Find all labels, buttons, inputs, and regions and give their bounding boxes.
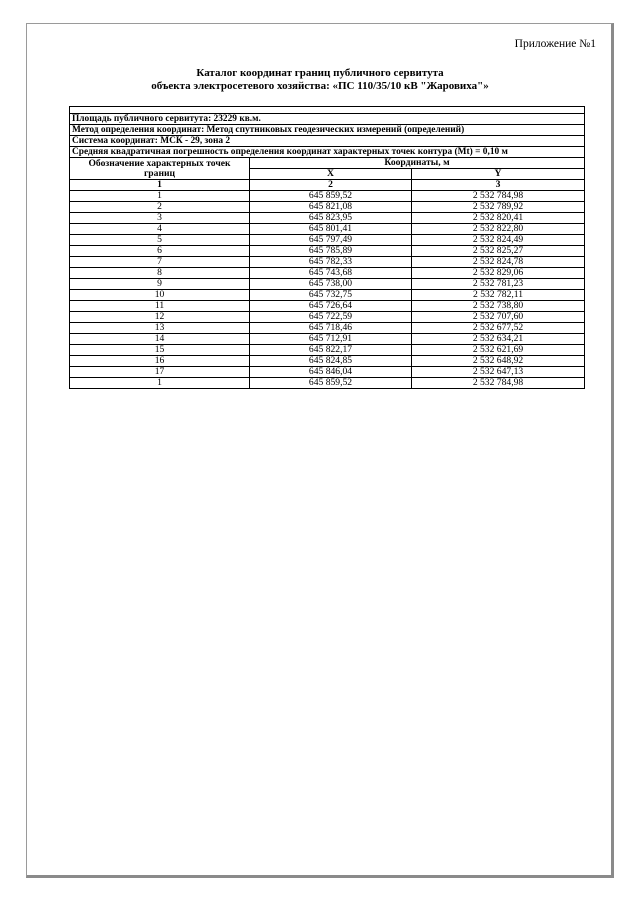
point-number-cell: 17 xyxy=(70,367,250,378)
point-number-cell: 8 xyxy=(70,268,250,279)
x-coordinate-cell: 645 738,00 xyxy=(250,279,412,290)
document-title-line2: объекта электросетевого хозяйства: «ПС 110/35/10 кВ "Жаровиха"» xyxy=(151,80,489,92)
table-row xyxy=(70,323,585,334)
point-number-cell: 13 xyxy=(70,323,250,334)
point-number-cell: 14 xyxy=(70,334,250,345)
table-row xyxy=(70,191,585,202)
column-number-2: 2 xyxy=(250,180,412,191)
x-coordinate-cell: 645 718,46 xyxy=(250,323,412,334)
column-number-row xyxy=(70,180,585,191)
column-number-1: 1 xyxy=(70,180,250,191)
y-coordinate-cell: 2 532 829,06 xyxy=(412,268,585,279)
table-row xyxy=(70,345,585,356)
y-coordinate-cell: 2 532 824,78 xyxy=(412,257,585,268)
meta-error-row xyxy=(70,147,585,158)
x-coordinate-cell: 645 846,04 xyxy=(250,367,412,378)
y-coordinate-cell: 2 532 784,98 xyxy=(412,191,585,202)
x-coordinate-cell: 645 823,95 xyxy=(250,213,412,224)
y-coordinate-cell: 2 532 822,80 xyxy=(412,224,585,235)
x-coordinate-cell: 645 726,64 xyxy=(250,301,412,312)
table-row xyxy=(70,378,585,389)
table-row xyxy=(70,367,585,378)
point-number-cell: 7 xyxy=(70,257,250,268)
point-number-cell: 10 xyxy=(70,290,250,301)
x-coordinate-cell: 645 824,85 xyxy=(250,356,412,367)
table-row xyxy=(70,257,585,268)
point-number-cell: 16 xyxy=(70,356,250,367)
table-row xyxy=(70,224,585,235)
column-number-3: 3 xyxy=(412,180,585,191)
table-spacer-row xyxy=(70,107,585,114)
y-coordinate-cell: 2 532 782,11 xyxy=(412,290,585,301)
y-coordinate-cell: 2 532 621,69 xyxy=(412,345,585,356)
table-row xyxy=(70,312,585,323)
meta-method: Метод определения координат: Метод спутниковых геодезических измерений (определений) xyxy=(70,125,585,136)
point-number-cell: 3 xyxy=(70,213,250,224)
header-y: Y xyxy=(412,169,585,180)
y-coordinate-cell: 2 532 825,27 xyxy=(412,246,585,257)
x-coordinate-cell: 645 785,89 xyxy=(250,246,412,257)
header-coordinates: Координаты, м xyxy=(250,158,585,169)
table-row xyxy=(70,235,585,246)
meta-system-row xyxy=(70,136,585,147)
y-coordinate-cell: 2 532 820,41 xyxy=(412,213,585,224)
y-coordinate-cell: 2 532 789,92 xyxy=(412,202,585,213)
y-coordinate-cell: 2 532 648,92 xyxy=(412,356,585,367)
point-number-cell: 12 xyxy=(70,312,250,323)
table-row xyxy=(70,246,585,257)
y-coordinate-cell: 2 532 647,13 xyxy=(412,367,585,378)
x-coordinate-cell: 645 801,41 xyxy=(250,224,412,235)
table-row xyxy=(70,213,585,224)
y-coordinate-cell: 2 532 784,98 xyxy=(412,378,585,389)
document-title-line1: Каталог координат границ публичного сервитута xyxy=(196,67,444,79)
point-number-cell: 2 xyxy=(70,202,250,213)
x-coordinate-cell: 645 797,49 xyxy=(250,235,412,246)
y-coordinate-cell: 2 532 824,49 xyxy=(412,235,585,246)
point-number-cell: 5 xyxy=(70,235,250,246)
table-row xyxy=(70,301,585,312)
table-row xyxy=(70,268,585,279)
x-coordinate-cell: 645 859,52 xyxy=(250,378,412,389)
y-coordinate-cell: 2 532 707,60 xyxy=(412,312,585,323)
header-point-designation: Обозначение характерных точек границ xyxy=(70,158,250,180)
point-number-cell: 1 xyxy=(70,191,250,202)
point-number-cell: 1 xyxy=(70,378,250,389)
x-coordinate-cell: 645 782,33 xyxy=(250,257,412,268)
table-row xyxy=(70,202,585,213)
x-coordinate-cell: 645 732,75 xyxy=(250,290,412,301)
point-number-cell: 6 xyxy=(70,246,250,257)
x-coordinate-cell: 645 821,08 xyxy=(250,202,412,213)
y-coordinate-cell: 2 532 634,21 xyxy=(412,334,585,345)
point-number-cell: 15 xyxy=(70,345,250,356)
meta-area-row xyxy=(70,114,585,125)
y-coordinate-cell: 2 532 781,23 xyxy=(412,279,585,290)
table-row xyxy=(70,334,585,345)
meta-error: Средняя квадратичная погрешность определения координат характерных точек контура (Mt) = 0,10 м xyxy=(70,147,585,158)
meta-system: Система координат: МСК - 29, зона 2 xyxy=(70,136,585,147)
y-coordinate-cell: 2 532 677,52 xyxy=(412,323,585,334)
table-row xyxy=(70,279,585,290)
header-x: X xyxy=(250,169,412,180)
x-coordinate-cell: 645 822,17 xyxy=(250,345,412,356)
point-number-cell: 4 xyxy=(70,224,250,235)
x-coordinate-cell: 645 859,52 xyxy=(250,191,412,202)
point-number-cell: 11 xyxy=(70,301,250,312)
coordinates-catalog-table xyxy=(69,106,585,389)
point-number-cell: 9 xyxy=(70,279,250,290)
header-row-1 xyxy=(70,158,585,169)
table-row xyxy=(70,356,585,367)
meta-area: Площадь публичного сервитута: 23229 кв.м. xyxy=(70,114,585,125)
x-coordinate-cell: 645 722,59 xyxy=(250,312,412,323)
table-row xyxy=(70,290,585,301)
x-coordinate-cell: 645 743,68 xyxy=(250,268,412,279)
x-coordinate-cell: 645 712,91 xyxy=(250,334,412,345)
appendix-label: Приложение №1 xyxy=(514,38,596,50)
meta-method-row xyxy=(70,125,585,136)
y-coordinate-cell: 2 532 738,80 xyxy=(412,301,585,312)
